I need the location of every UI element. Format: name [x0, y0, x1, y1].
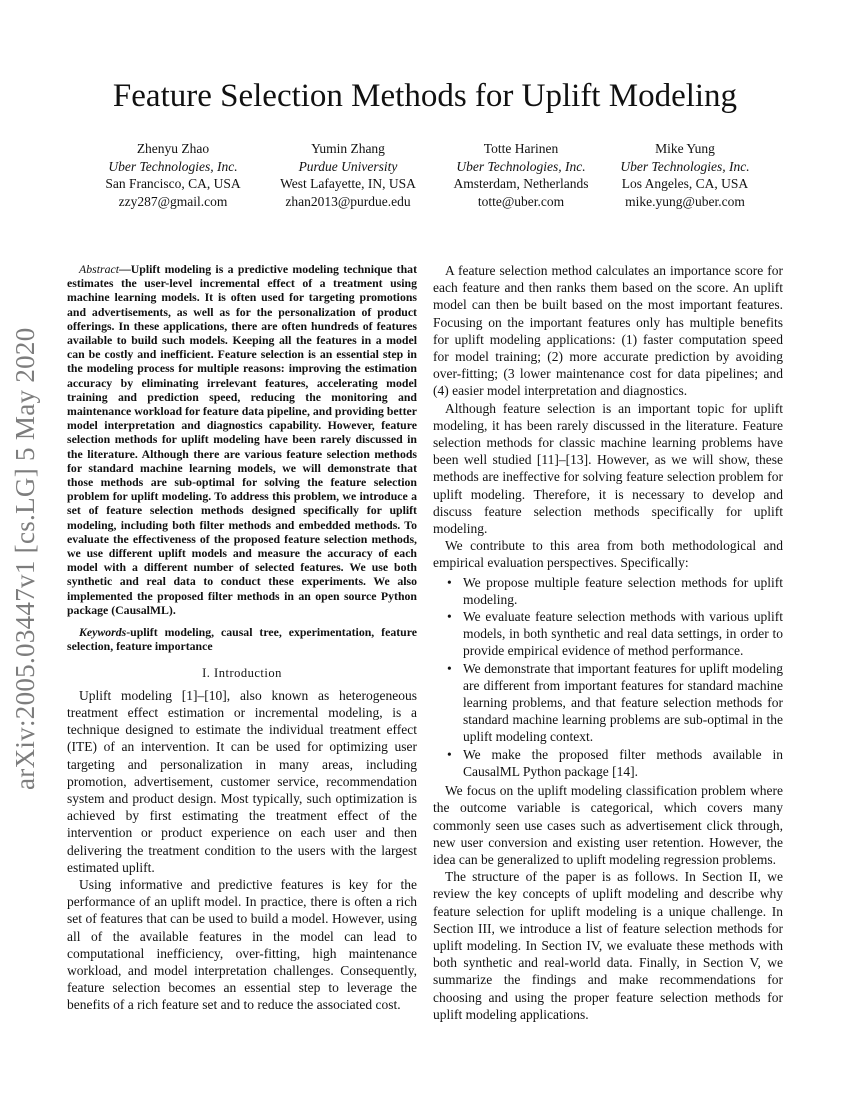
paragraph: Uplift modeling [1]–[10], also known as heterogeneous treatment effect estimation or incremental modeling, is a technique designed to estimate the individual treatment effect (ITE) of an intervention. It can be used for optimizing user targeting and personalization in many areas, including promotion, advertisement, customer service, recommendation system and product design. Most typically, such optimization is achieved by first estimating the treatment effect of the intervention or product experience on each user and then delivering the treatment condition to the users with the largest estimated uplift. [67, 687, 417, 875]
author-email: zzy287@gmail.com [118, 193, 228, 209]
paragraph: A feature selection method calculates an importance score for each feature and then ranks them based on the score. An uplift model can then be built based on the most important features. Focusing on the important features only has multiple benefits for uplift modeling applications: (1) faster computation speed for model training; (2) more accurate prediction by avoiding over-fitting; (3 lower maintenance cost for data pipelines; and (4) easier model interpretation and diagnostics. [433, 263, 783, 399]
list-item: • We make the proposed filter methods available in CausalML Python package [14]. [463, 746, 783, 780]
section-heading-introduction: I. Introduction [202, 666, 282, 681]
author-affiliation: Uber Technologies, Inc. [108, 158, 238, 174]
keywords-text: -uplift modeling, causal tree, experimentation, feature selection, feature importance [67, 625, 417, 654]
list-item: • We demonstrate that important features for uplift modeling are different from important features for standard machine learning problems, and that feature selection methods for standard machine learning problems are sub-optimal in the uplift modeling context. [463, 660, 783, 746]
author-2 [263, 140, 433, 210]
author-3 [436, 140, 606, 210]
keywords [67, 625, 417, 653]
paper-title: Feature Selection Methods for Uplift Modeling [112, 78, 738, 114]
paragraph: Using informative and predictive features is key for the performance of an uplift model. In practice, there is often a rich set of features that can be used to build a model. However, using all of the available features in the model can lead to computational inefficiency, over-fitting, high maintenance workload, and model interpretation challenges. Consequently, feature selection becomes an essential step to leverage the benefits of a rich feature set and to reduce the associated cost. [67, 876, 417, 1013]
paragraph: We focus on the uplift modeling classification problem where the outcome variable is categorical, which covers many commonly seen use cases such as advertisement click through, new user conversion and existing user retention. However, the idea can be generalized to uplift modeling regression problems. [433, 783, 783, 867]
right-column [433, 262, 783, 1023]
abstract-text: —Uplift modeling is a predictive modeling technique that estimates the user-level incremental effect of a treatment using machine learning models. It is often used for targeting promotions and advertisements, as well as for the personalization of product offerings. In these applications, there are often hundreds of features available to build such models. Keeping all the features in a model can be costly and inefficient. Feature selection is an essential step in the modeling process for multiple reasons: improving the estimation accuracy by eliminating irrelevant features, accelerating model training and prediction speed, reducing the monitoring and maintenance workload for feature data pipeline, and providing better model interpretation and diagnostics capability. However, feature selection methods for uplift modeling have been rarely discussed in the literature. Although there are various feature selection methods for standard machine learning models, we will demonstrate that those methods are sub-optimal for solving the feature selection problem for uplift modeling. To address this problem, we introduce a set of feature selection methods designed specifically for uplift modeling, including both filter methods and embedded methods. To evaluate the effectiveness of the proposed feature selection methods, we use different uplift models and measure the accuracy of each model with a different number of selected features. We use both synthetic and real data to conduct these experiments. We also implemented the proposed filter methods in an open source Python package (CausalML). [67, 262, 417, 617]
author-location: San Francisco, CA, USA [105, 176, 241, 191]
paragraph: The structure of the paper is as follows. In Section II, we review the key concepts of uplift modeling and describe why feature selection for uplift modeling is a unique challenge. In Section III, we introduce a list of feature selection methods for uplift modeling. In Section IV, we evaluate these methods with both synthetic and real-world data. Finally, in Section V, we summarize the findings and make recommendations for choosing and using the proper feature selection methods for uplift modeling applications. [433, 869, 783, 1022]
author-location: Los Angeles, CA, USA [621, 176, 749, 191]
author-4 [600, 140, 770, 210]
author-name: Mike Yung [655, 141, 715, 156]
author-location: Amsterdam, Netherlands [453, 176, 589, 191]
author-location: West Lafayette, IN, USA [280, 176, 416, 191]
contribution-list [433, 574, 783, 780]
author-email: mike.yung@uber.com [625, 193, 745, 209]
paragraph: Although feature selection is an important topic for uplift modeling, it has been rarely discussed in the literature. Feature selection methods for classic machine learning problems have been well studied [11]–[13]. However, as we will show, these methods are ineffective for solving feature selection problem for uplift modeling. Therefore, it is necessary to develop and discuss feature selection methods specifically for uplift modeling. [433, 400, 783, 537]
author-affiliation: Uber Technologies, Inc. [456, 158, 586, 174]
arxiv-side-label: arXiv:2005.03447v1 [cs.LG] 5 May 2020 [10, 327, 40, 790]
list-item: • We evaluate feature selection methods with various uplift models, in both synthetic and real data settings, in order to provide empirical evidence of method performance. [463, 608, 783, 660]
left-column [67, 262, 417, 1014]
abstract-label: Abstract [79, 262, 119, 276]
paragraph: We contribute to this area from both methodological and empirical evaluation perspectives. Specifically: [433, 538, 783, 571]
author-email: zhan2013@purdue.edu [285, 193, 411, 209]
author-email: totte@uber.com [477, 193, 565, 209]
list-item: • We propose multiple feature selection methods for uplift modeling. [463, 574, 783, 608]
abstract [67, 262, 417, 617]
author-affiliation: Uber Technologies, Inc. [620, 158, 750, 174]
author-name: Zhenyu Zhao [136, 141, 210, 156]
author-affiliation: Purdue University [298, 158, 398, 174]
keywords-label: Keywords [79, 625, 127, 640]
author-name: Yumin Zhang [311, 141, 385, 156]
author-1 [88, 140, 258, 210]
author-name: Totte Harinen [483, 141, 559, 156]
